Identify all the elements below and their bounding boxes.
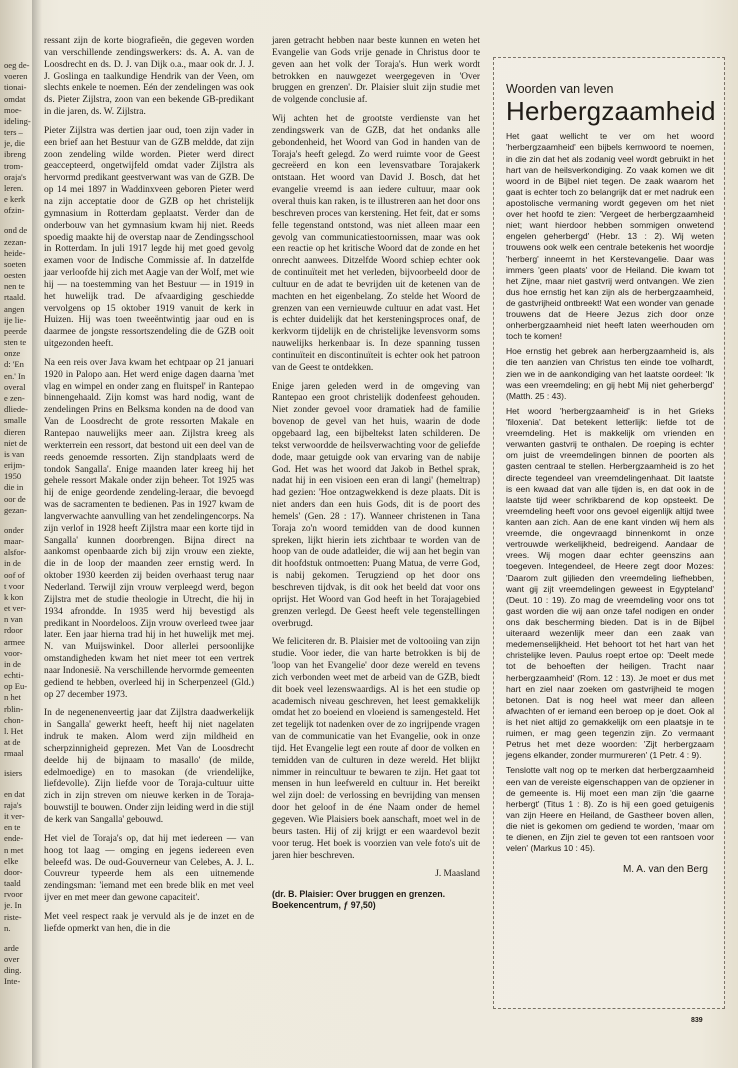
fragment-line: onze (4, 348, 21, 359)
fragment-line: smalle (4, 415, 27, 426)
fragment-gap (4, 516, 36, 525)
fragment-line: en te (4, 822, 21, 833)
fragment-gap (4, 780, 36, 789)
fragment-line: en dat (4, 788, 25, 799)
fragment-line: Inte- (4, 976, 21, 987)
fragment-line: echti- (4, 670, 24, 681)
fragment-line: erijm- (4, 460, 25, 471)
fragment-line: voor- (4, 647, 23, 658)
fragment-line: rdoor (4, 625, 23, 636)
fragment-line: door- (4, 866, 23, 877)
fragment-line: peerde (4, 325, 27, 336)
fragment-line: omdat (4, 93, 26, 104)
fragment-line: it ver- (4, 811, 25, 821)
fragment-line: at de (4, 737, 21, 748)
fragment-line: dieren (4, 426, 26, 437)
article-column-left (44, 36, 254, 943)
fragment-line: trom- (4, 160, 24, 171)
fragment-line: k kon (4, 591, 24, 602)
article-paragraph: Met veel respect raak je vervuld als je de inzet en de liefde opmerkt van hen, die in die (44, 911, 254, 934)
fragment-line: soeten (4, 258, 26, 269)
sidebar-body (506, 131, 714, 854)
article-paragraph: We feliciteren dr. B. Plaisier met de voltooiing van zijn studie. Voor ieder, die van harte betrokken is bij de 'loop van het Evangelie' door deze wereld en tevens zich verbonden weet met de arbeid van de GZB, biedt dit boek veel lezenswaardigs. Al is het een studie op academisch niveau geschreven, het leest gemakkelijk omdat het zo boeiend en vloeiend is samengesteld. Het zet tegelijk tot nadenken over de zo ingrijpende vragen van de communicatie van het Evangelie, ook in onze tijd. Het Evangelie legt een route af door de volken en temidden van de culturen in deze wereld. Het blijkt nimmer in reincultuur te bewaren te zijn. Het gaat tot mensen in hun leefwereld en cultuur in. Het bereikt wel zijn doel: de verlossing en bevrijding van mensen door het geloof in de éne Naam onder de hemel gegeven. Wie Plaisiers boek aanschaft, moet wel in de beurs tasten. Hij of zij krijgt er een waardevol bezit voor terug. Het boek is voorzien van vele foto's uit de jaren hier beschreven. (272, 637, 480, 861)
fragment-line: chon- (4, 714, 24, 725)
fragment-line: niet de (4, 437, 28, 448)
fragment-gap (4, 759, 36, 768)
fragment-line: raja's (4, 799, 22, 810)
fragment-line: rmaal (4, 748, 24, 759)
fragment-line: maar- (4, 536, 24, 547)
fragment-line: ibreng (4, 149, 26, 160)
fragment-line: alsfor- (4, 547, 27, 558)
sidebar-paragraph: Het gaat wellicht te ver om het woord 'herbergzaamheid' een bijbels kernwoord te noemen, in die zin dat het als zodanig veel wordt gebruikt in het hart van de heilsverkondiging. Zo vaak komen we dit woord in de Bijbel niet tegen. De zaak waarom het gaat is echter toch zo belangrijk dat er met nadruk een apostolische vermaning wordt gegeven om het niet over het hoofd te zien: 'Vergeet de herbergzaamheid niet; want hierdoor hebben sommigen onwetend engelen geherbergd' (Hebr. 13 : 2). Wij weten trouwens ook welk een centrale betekenis het woordje 'herberg' inneemt in het Kerstevangelie. Daar was immers 'geen plaats' voor de Heiland. Die kwam tot het Zijne, maar niet gastvrij werd ontvangen. We zien dus hoe ernstig het kan zijn als de herbergzaamheid, de gastvrijheid ontbreekt! Wat een wonder van genade trouwens dat de Heere Jezus zich door onze onherbergzaamheid niet heeft laten weerhouden om toch te komen! (506, 131, 714, 342)
fragment-line: ije lie- (4, 314, 27, 325)
sidebar-paragraph: Het woord 'herbergzaamheid' is in het Grieks 'filoxenia'. Dat betekent letterlijk: liefde tot de vreemdeling. Het is makkelijk om vrienden en verwanten gastvrij te onthalen. De roeping is echter om juist de vreemdelingen binnen de poorten als gasten centraal te stellen. Herbergzaamheid is zo het directe tegendeel van vreemdelingenhaat. Dit laatste is een kwaad dat van alle tijden is, en dat ook in de laatste tijd weer schrikbarend de kop opsteekt. De vreemdeling heeft voor ons gevoel eigenlijk altijd twee kanten aan zich. Aan de ene kant vinden wij hem als vreemde, die ongevraagd binnenkomt in onze vertrouwde werkelijkheid, bedreigend. Aandaar de vrees. Wij mogen daar echter geenszins aan toegeven. Integendeel, de Heere zegt door Mozes: 'Daarom zult gijlieden den vreemdeling liefhebben, want gij zijt vreemdelingen geweest in Egypteland' (Deut. 10 : 19). Zo mag de vreemdeling voor ons tot gast worden die wij aan onze tafel nodigen en onder ons dak bescherming bieden. Dat is in de Bijbel uiteraard wezenlijk meer dan een zaak van medemenselijkheid. Het behoort tot het hart van het christelijke leven. Paulus roept ertoe op: 'Deelt mede tot de behoeften der heiligen. Tracht naar herbergzaamheid' (Rom. 12 : 13). Je moet er dus met hart en ziel naar zoeken om gastvrijheid te mogen betonen. Dat is nog heel wat meer dan alleen afwachten of er iemand een beroep op je doet. Ook al is het niet altijd zo gemakkelijk om een plaatsje in te ruimen, er mag geen tegenzin zijn. Zo vermaant Petrus het met deze woorden: 'Zijt herbergzaam jegens elkander, zonder murmureren' (1 Petr. 4 : 9). (506, 405, 714, 761)
previous-page-column-fragment (4, 60, 36, 988)
article-paragraph: Na een reis over Java kwam het echtpaar op 21 januari 1920 in Palopo aan. Het werd enige dagen daarna 'met vlag en wimpel en onder zang en fluitspel' in Rantepao binnengehaald. Zijn komst was hard nodig, want de zendelingen Prins en Belksma konden na de dood van Van de Loosdrecht de grote ressorten Makale en Rantepao nauwelijks meer aan. Zijlstra kreeg als werkterrein een ressort, dat bestond uit een deel van de reeds genoemde ressorten. Zijn standplaats werd de tondok Sangalla'. Enige maanden later kreeg hij het gehele ressort Makale onder zijn beheer. Tot 1925 was hij de enige geordende zendeling-leraar, die bevoegd was de sacramenten te bedienen. Pas in 1927 kwam de langverwachte aanvulling van het zendelingencorps. Na zijn verlof in 1928 heeft Zijlstra maar een korte tijd in Sangalla' kunnen doorbrengen. Bijna direct na aankomst openbaarde zich bij zijn vrouw een ziekte, die in de loop der maanden zeer ernstig werd. In oktober 1930 keerden zij beiden overhaast terug naar Nederland. Terwijl zijn vrouw verpleegd werd, begon Zijlstra met de studie theologie in Utrecht, die hij in 1934 afrondde. In 1935 werd hij bevestigd als predikant in Noordeloos. Zijn vrouw overleed twee jaar later. Een jaar hierna trad hij in het huwelijk met mej. N. van Muijswinkel. Door allerlei persoonlijke omstandigheden kwam het niet meer tot een vertrek naar Indonesië. Na verschillende hervormde gemeenten gediend te hebben, overleed hij in Scherpenzeel (Gld.) op 27 december 1973. (44, 357, 254, 700)
fragment-line: over (4, 954, 20, 965)
fragment-line: n van (4, 614, 23, 625)
article-paragraph: In de negenenenveertig jaar dat Zijlstra daadwerkelijk in Sangalla' gewerkt heeft, heeft hij niet nagelaten indruk te maken. Alom werd zijn mildheid en scherpzinnigheid geprezen. Met Van de Loosdrecht deelde hij de bijnaam to masallo' (de milde, edelmoedige) en to masokan (de vriendelijke, liefdevolle). Zijn liefde voor de Toraja-cultuur uitte zich in zijn streven om nieuwe kerken in de Toraja-bouwstijl te bouwen. Onder zijn leiding werd in die stijl de kerk van Sangalla' gebouwd. (44, 708, 254, 825)
fragment-line: et ver- (4, 603, 27, 614)
fragment-line: ofzin- (4, 205, 25, 216)
fragment-line: rtaald. (4, 292, 26, 303)
article-paragraph: Wij achten het de grootste verdienste van het zendingswerk van de GZB, dat het ondanks alle gebondenheid, het Woord van God in handen van de Toraja's heeft gelegd. Zo werd ruimte voor de Geest gecreëerd en kon een levensvatbare Torajakerk ontstaan. Het woord van David J. Bosch, dat het evangelie vreemd is aan iedere cultuur, maar ook overal thuis kan raken, is te illustreren aan het door ons beschreven proces van kerstening. Het feit, dat er soms felle tegenstand ontstond, was niet alleen maar een gevolg van communicatiestoornissen, maar was ook een reactie op het kritische Woord dat de zonde en het onrecht aanwees. Ditzelfde Woord schiep echter ook de continuïteit met het verleden, bijvoorbeeld door de cultuur en de adat te bevrijden uit de ketenen van de machten en het eigenbelang. Zo stelde het Woord de grenzen van een vernieuwde cultuur en adat vast. Het is echter duidelijk dat het kersteningsproces onaf, de kerkvorm tijdelijk en de christelijke levensvorm soms nauwelijks herkenbaar is. In deze spanning tussen continuïteit en discontinuïteit is echter ook het patroon van de Geest te ontdekken. (272, 114, 480, 373)
sidebar-kicker: Woorden van leven (506, 82, 614, 96)
fragment-line: oraja's (4, 171, 27, 182)
fragment-line: taald (4, 878, 21, 889)
fragment-line: oof of (4, 569, 25, 580)
article-paragraph: Enige jaren geleden werd in de omgeving van Rantepao een groot christelijk dodenfeest gehouden. Niet zonder gevoel voor dramatiek had de familie bovenop de gevel van het huis, waarin de dode opgebaard lag, een bijbeltekst laten schilderen. De tekst verwoordde de heilsverwachting voor de geliefde dode, maar getuigde ook van ervaring van de nabije God. Het was het woord dat Jakob in Bethel sprak, nadat hij in een visioen een eran di langi' (hemeltrap) had gezien: 'Hoe ontzagwekkend is deze plaats. Dit is niet anders dan een huis Gods, dit is de poort des hemels' (Gen. 28 : 17). Wanneer christenen in Tana Toraja zo'n woord temidden van de dood kunnen spreken, lijkt hierin iets zichtbaar te worden van de hoop van de oude adatleider, die wij aan het begin van dit hoofdstuk ontmoetten: Puang Matua, de verre God, is nabij gekomen. Terugziend op het door ons beschreven tijdvak, is dit ook het beeld dat voor ons oprijst. Het Woord van God heeft in het Torajagebied grenzen verlegd. De Geest heeft vele tegenstellingen overbrugd. (272, 381, 480, 629)
fragment-line: n het (4, 692, 21, 703)
fragment-line: en.' In (4, 370, 26, 381)
fragment-line: rblin- (4, 703, 24, 714)
fragment-line: armee (4, 636, 25, 647)
fragment-line: ters – (4, 127, 23, 138)
book-reference-note: (dr. B. Plaisier: Over bruggen en grenzen. Boekencentrum, ƒ 97,50) (272, 889, 446, 911)
fragment-line: in de (4, 658, 21, 669)
fragment-line: nen te (4, 281, 25, 292)
fragment-line: je, die (4, 138, 25, 149)
fragment-gap (4, 216, 36, 225)
sidebar-signature: M. A. van den Berg (622, 864, 708, 876)
fragment-line: op Eu- (4, 681, 28, 692)
sidebar-paragraph: Hoe ernstig het gebrek aan herbergzaamheid is, als die ten aanzien van Christus ten einde toe volhardt, zien we in de aankondiging van het laatste oordeel: 'Ik was een vreemdeling; en gij hebt Mij niet geherbergd' (Matth. 25 : 43). (506, 346, 714, 401)
article-paragraph: ressant zijn de korte biografieën, die gegeven worden van verschillende zendingswerkers: ds. A. A. van de Loosdrecht en ds. D. J. van Dijk o.a., maar ook dr. J. J. J. Goslinga en taalkundige Hendrik van der Veen, om slechts enkele te noemen. Eén der zendelingen was ook ds. Pieter Zijlstra, zoon van een bekende GB-predikant in die jaren, ds. W. Zijlstra. (44, 36, 254, 118)
fragment-line: tionai- (4, 82, 27, 93)
fragment-line: riste- (4, 911, 22, 922)
fragment-line: sten te (4, 337, 27, 348)
fragment-line: ding. (4, 965, 22, 976)
fragment-line: overal (4, 381, 26, 392)
fragment-line: je. In (4, 900, 22, 911)
fragment-line: oeg de- (4, 60, 30, 70)
article-signature: J. Maasland (435, 869, 480, 880)
fragment-line: isiers (4, 768, 23, 779)
article-column-middle (272, 36, 480, 911)
fragment-line: e zen- (4, 392, 25, 403)
sidebar-title: Herbergzaamheid (506, 96, 716, 126)
fragment-line: dliede- (4, 404, 28, 415)
article-paragraph: Het viel de Toraja's op, dat hij met iedereen — van hoog tot laag — omging en jegens iedereen even beleefd was. De oud-Gouverneur van Celebes, A. J. L. Couvreur typeerde hem als een uitnemende zendingsman: 'iemand met een brede blik en met veel ijver en met meer dan gewone capaciteit'. (44, 833, 254, 904)
fragment-line: in de (4, 558, 21, 569)
fragment-line: elke (4, 855, 19, 866)
fragment-line: d: 'En (4, 359, 24, 370)
fragment-line: oesten (4, 270, 26, 281)
fragment-line: 1950 (4, 471, 22, 482)
article-paragraph: jaren getracht hebben naar beste kunnen en weten het Evangelie van Gods vrije genade in Christus door te geven aan het volk der Toraja's. Hun werk wordt betrokken en nauwgezet weergegeven in 'Over bruggen en grenzen'. Dr. Plaisier sluit zijn studie met de volgende conclusie af. (272, 36, 480, 106)
fragment-line: die in (4, 482, 24, 493)
fragment-line: l. Het (4, 725, 24, 736)
fragment-line: n. (4, 922, 11, 933)
fragment-line: arde (4, 942, 19, 953)
fragment-line: rvoor (4, 889, 23, 900)
sidebar-paragraph: Tenslotte valt nog op te merken dat herbergzaamheid een van de vereiste eigenschappen van de opziener in de gemeente is. Hij moet een man zijn 'die gaarne herbergt' (Titus 1 : 8). Zo is hij een goed getuigenis van zijn Heere en Heiland, de Gastheer boven allen, die niet is gekomen om gediend te worden, 'maar om te dienen, en Zijn ziel te geven tot een rantsoen voor velen' (Markus 10 : 45). (506, 765, 714, 854)
article-column-middle-body (272, 36, 480, 862)
fragment-line: angen (4, 303, 25, 314)
article-paragraph: Pieter Zijlstra was dertien jaar oud, toen zijn vader in een brief aan het Bestuur van de GZB meldde, dat zijn zoon zendeling wilde worden. Pieter werd direct geaccepteerd, ongetwijfeld omdat vader Zijlstra als hervormd predikant geestverwant was van de GZB. De op 14 mei 1897 in Waddinxveen geboren Pieter werd na zijn acceptatie door de GZB op het christelijk gymnasium in Rotterdam geplaatst. Verder dan de onderbouw van het gymnasium kwam hij niet. Reeds spoedig maakte hij de overstap naar de Zendingsschool in Rotterdam. In juli 1917 legde hij met goed gevolg examen voor de Indische Commissie af. In datzelfde jaar verloofde hij zich met Aagje van der Wolf, met wie hij — na toestemming van het Bestuur — in 1919 in het huwelijk trad. De afvaardiging geschiedde vervolgens op 15 oktober 1919 vanuit de kerk in Huizen. Hij was toen tweeëntwintig jaar oud en is daarmee de jongste ressortszendeling die de GZB ooit uitgezonden heeft. (44, 125, 254, 350)
fragment-line: t voor (4, 580, 25, 591)
fragment-line: n met (4, 844, 24, 855)
fragment-line: voeren (4, 71, 28, 82)
fragment-line: oor de (4, 493, 26, 504)
sidebar-box-woorden-van-leven (493, 57, 725, 1009)
fragment-line: ond de (4, 225, 28, 236)
fragment-line: ende- (4, 833, 24, 844)
fragment-line: onder (4, 524, 24, 535)
fragment-line: zezan- (4, 236, 27, 247)
fragment-line: e kerk (4, 194, 26, 205)
fragment-line: is van (4, 448, 25, 459)
fragment-line: heide- (4, 247, 26, 258)
fragment-line: leren. (4, 182, 24, 193)
page-number: 839 (691, 1017, 703, 1024)
fragment-line: ideling- (4, 115, 31, 126)
fragment-gap (4, 934, 36, 943)
fragment-line: gezan- (4, 504, 27, 515)
fragment-line: moe- (4, 104, 22, 115)
